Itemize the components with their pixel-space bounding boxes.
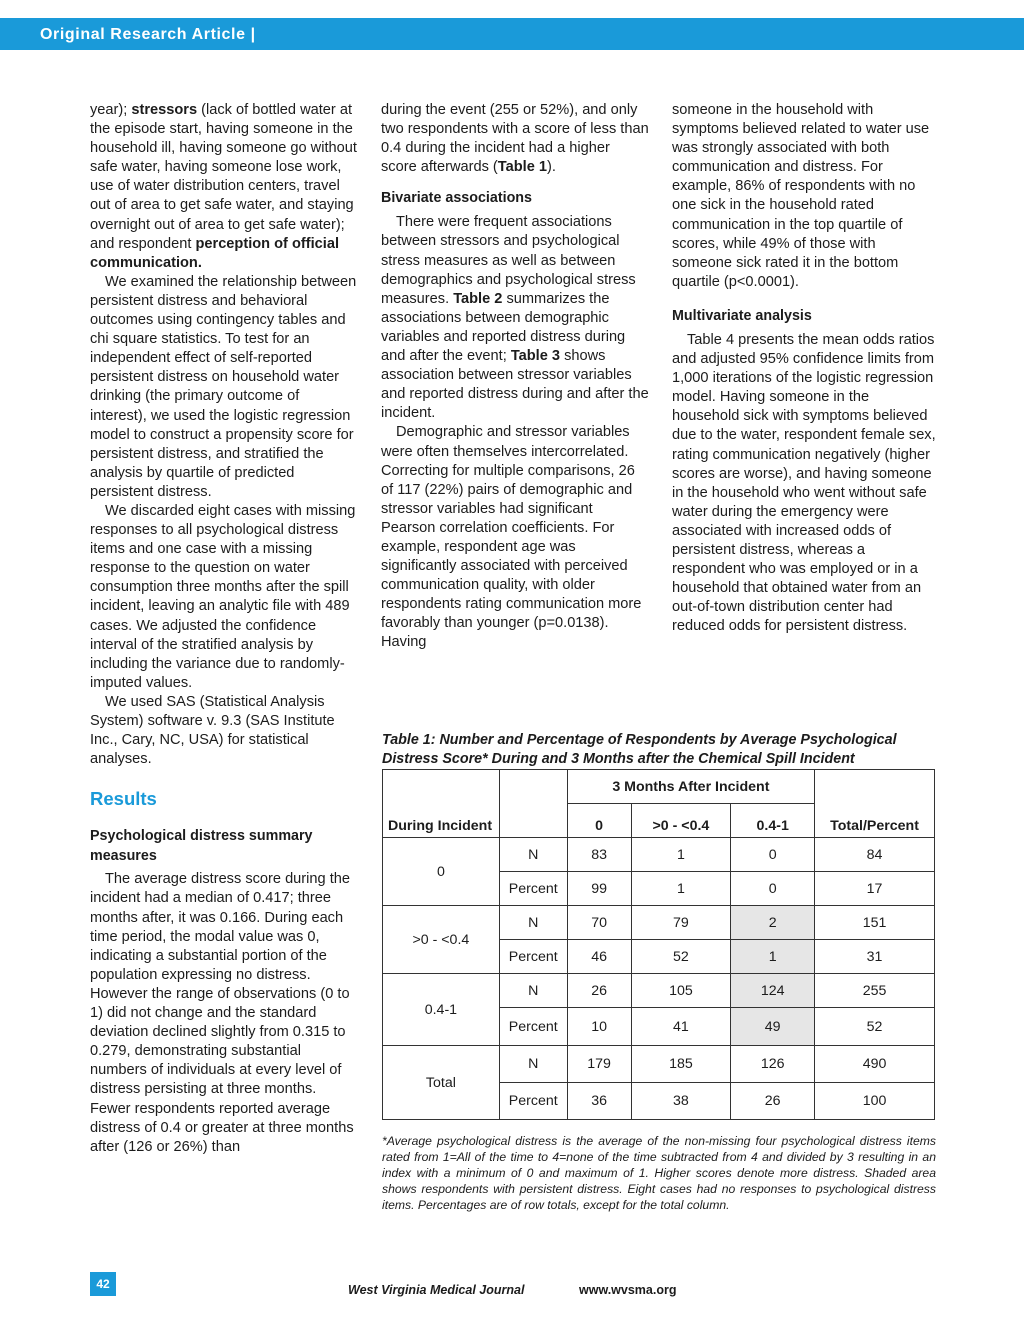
table-cell: 41 xyxy=(631,1008,731,1046)
results-heading: Results xyxy=(90,788,157,810)
paragraph: We discarded eight cases with missing responses to all psychological distress items and one case with a missing response to the question on water consumption three months after the spill incident, leaving an analytic file with 489 cases. We adjusted the confidence interval of the stratified analysis by including the variance due to randomly-imputed values. xyxy=(90,502,356,691)
row-type-label: Percent xyxy=(499,1008,567,1046)
page-number: 42 xyxy=(90,1272,116,1296)
section-subheading: Multivariate analysis xyxy=(672,307,812,324)
paragraph: someone in the household with symptoms believed related to water use was strongly associated with both communication and distress. For example, 86% of respondents with no one sick in the household rated communication in the top quartile of scores, while 49% of those with someone sick rated it in the bottom quartile (p<0.0001). xyxy=(672,102,930,290)
table-cell: 179 xyxy=(567,1046,631,1083)
column-3 xyxy=(672,101,936,636)
journal-name: West Virginia Medical Journal xyxy=(348,1283,525,1297)
header-col: 0 xyxy=(567,804,631,838)
paragraph xyxy=(381,101,649,177)
table-cell-total: 100 xyxy=(815,1083,935,1120)
table-cell-total: 52 xyxy=(815,1008,935,1046)
column-1 xyxy=(90,101,360,1157)
table-cell: 1 xyxy=(731,940,815,974)
table-cell: 2 xyxy=(731,906,815,940)
table-cell: 185 xyxy=(631,1046,731,1083)
row-type-label: N xyxy=(499,974,567,1008)
row-type-label: N xyxy=(499,838,567,872)
section-subheading: Bivariate associations xyxy=(381,190,532,207)
paragraph xyxy=(90,101,360,273)
table-cell-total: 151 xyxy=(815,906,935,940)
paragraph: Table 4 presents the mean odds ratios and adjusted 95% confidence limits from 1,000 iterations of the logistic regression model. Having someone in the household sick with symptoms believed due to the water, respondent female sex, rating communication negatively (higher scores are worse), and having someone in the household who went without safe water during the emergency were associated with increased odds of persistent distress, whereas a respondent who was employed or in a household that obtained water from an out-of-town distribution center had reduced odds for persistent distress. xyxy=(672,331,936,635)
text-run: (lack of bottled water at the episode start, having someone in the household ill, having someone go without safe water, having someone lose work, use of water distribution centers, travel out of area to get safe water, and staying overnight out of area to get safe water); and respondent xyxy=(90,102,357,252)
table-cell: 26 xyxy=(567,974,631,1008)
text-run: summarizes the associations between demographic variables and reported distress during and after the event; xyxy=(381,290,626,365)
table-cell: 70 xyxy=(567,906,631,940)
bold-term: Table 3 xyxy=(510,348,561,365)
article-type-label: Original Research Article | xyxy=(40,26,256,43)
table-cell: 46 xyxy=(567,940,631,974)
text-run: ). xyxy=(547,159,556,176)
table-caption: Table 1: Number and Percentage of Respondents by Average Psychological Distress Score* During and 3 Months after the Chemical Spill Incident xyxy=(382,732,897,767)
table-cell: 1 xyxy=(631,872,731,906)
text-run: year); xyxy=(90,102,132,118)
text-run: shows association between stressor variables and reported distress during and after the incident. xyxy=(381,348,649,422)
row-group-label: 0 xyxy=(383,838,500,906)
bold-term: Table 2 xyxy=(453,290,503,307)
text-run: There were frequent associations between stressors and psychological stress measures as well as between demographics and psychological stress measures. xyxy=(381,214,636,307)
bold-term: perception of official communication. xyxy=(90,235,339,271)
header-3-months-after: 3 Months After Incident xyxy=(567,770,814,804)
table-cell: 79 xyxy=(631,906,731,940)
table-cell: 10 xyxy=(567,1008,631,1046)
row-type-label: Percent xyxy=(499,940,567,974)
header-total-percent: Total/Percent xyxy=(815,770,935,838)
row-group-label: Total xyxy=(383,1046,500,1120)
table-cell: 0 xyxy=(731,872,815,906)
row-group-label: >0 - <0.4 xyxy=(383,906,500,974)
row-type-label: Percent xyxy=(499,1083,567,1120)
paragraph: The average distress score during the incident had a median of 0.417; three months after, it was 0.166. During each time period, the modal value was 0, indicating a substantial portion of the population expressing no distress. However the range of observations (0 to 1) did not change and the standard deviation declined slightly from 0.315 to 0.279, demonstrating substantial numbers of individuals at every level of distress persisting at three months. Fewer respondents reported average distress of 0.4 or greater at three months after (126 or 26%) than xyxy=(90,871,354,1155)
column-2 xyxy=(381,101,649,653)
article-type-banner xyxy=(0,18,1024,50)
table-cell-total: 31 xyxy=(815,940,935,974)
table-cell: 105 xyxy=(631,974,731,1008)
table-row xyxy=(383,906,935,940)
header-col: >0 - <0.4 xyxy=(631,804,731,838)
row-group-label: 0.4-1 xyxy=(383,974,500,1046)
header-during-incident: During Incident xyxy=(383,770,500,838)
table-row xyxy=(383,838,935,872)
table-cell: 0 xyxy=(731,838,815,872)
header-blank xyxy=(499,770,567,838)
bold-term: Table 1 xyxy=(497,159,548,176)
row-type-label: N xyxy=(499,906,567,940)
distress-table xyxy=(382,769,935,1120)
table-cell: 99 xyxy=(567,872,631,906)
table-cell: 124 xyxy=(731,974,815,1008)
table-cell: 52 xyxy=(631,940,731,974)
table-cell-total: 84 xyxy=(815,838,935,872)
paragraph: Demographic and stressor variables were often themselves intercorrelated. Correcting for multiple comparisons, 26 of 117 (22%) pairs of demographic and stressor variables had significant Pearson correlation coefficients. For example, respondent age was significantly associated with perceived communication quality, with older respondents rating communication more favorably than younger (p=0.0138). Having xyxy=(381,424,642,651)
text-run: during the event (255 or 52%), and only two respondents with a score of less than 0.4 during the incident had a higher score afterwards ( xyxy=(381,102,649,176)
table-cell: 49 xyxy=(731,1008,815,1046)
row-type-label: N xyxy=(499,1046,567,1083)
table-cell: 36 xyxy=(567,1083,631,1120)
table-cell: 1 xyxy=(631,838,731,872)
section-subheading: Psychological distress summary measures xyxy=(90,828,313,865)
row-type-label: Percent xyxy=(499,872,567,906)
table-cell: 83 xyxy=(567,838,631,872)
journal-website[interactable]: www.wvsma.org xyxy=(579,1283,677,1297)
table-body xyxy=(383,838,935,1120)
table-cell: 126 xyxy=(731,1046,815,1083)
table-cell: 26 xyxy=(731,1083,815,1120)
table-cell-total: 255 xyxy=(815,974,935,1008)
table-row xyxy=(383,1046,935,1083)
bold-term: stressors xyxy=(131,102,198,118)
paragraph: We used SAS (Statistical Analysis System) software v. 9.3 (SAS Institute Inc., Cary, NC, USA) for statistical analyses. xyxy=(90,693,335,768)
paragraph xyxy=(381,213,649,423)
table-row xyxy=(383,974,935,1008)
table-cell: 38 xyxy=(631,1083,731,1120)
header-col: 0.4-1 xyxy=(731,804,815,838)
table-cell-total: 490 xyxy=(815,1046,935,1083)
table-footnote: *Average psychological distress is the average of the non-missing four psychological distress items rated from 1=All of the time to 4=none of the time subtracted from 4 and divided by 3 resulting in an index with a minimum of 0 and maximum of 1. Higher scores denote more distress. Shaded area shows respondents with persistent distress. Eight cases had no responses to psychological distress items. Percentages are of row totals, except for the total column. xyxy=(382,1134,936,1212)
table-cell-total: 17 xyxy=(815,872,935,906)
paragraph: We examined the relationship between persistent distress and behavioral outcomes using contingency tables and chi square statistics. To test for an independent effect of self-reported persistent distress on household water drinking (the primary outcome of interest), we used the logistic regression model to construct a propensity score for persistent distress, and stratified the analysis by quartile of predicted persistent distress. xyxy=(90,273,357,500)
